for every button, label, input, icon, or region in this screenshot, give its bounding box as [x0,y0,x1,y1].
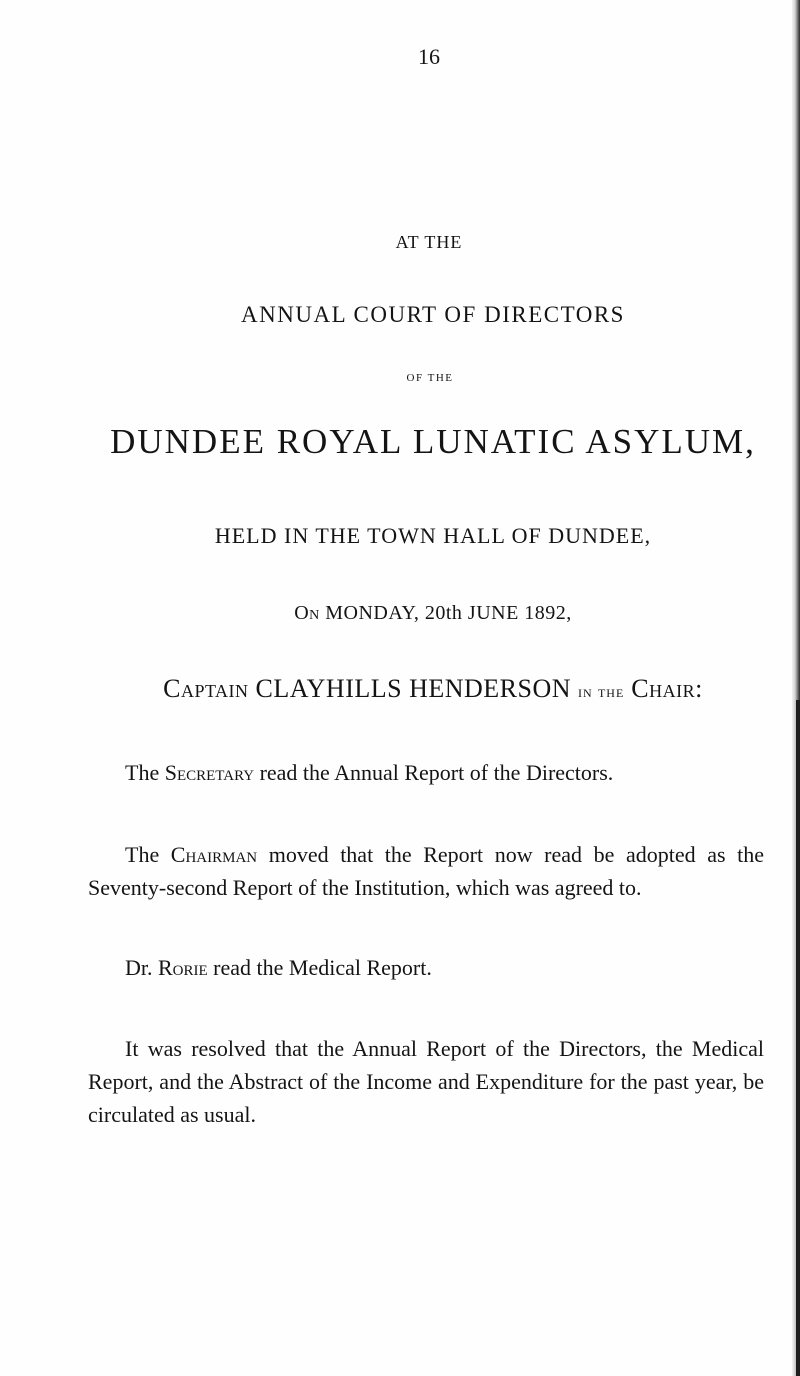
paragraph-start: The [125,760,165,785]
paragraph-start: The [125,842,171,867]
page-edge-binding [796,700,800,1376]
heading-at-the: AT THE [395,232,463,252]
name-rorie: Rorie [158,955,208,980]
page-number: 16 [418,44,440,69]
chair-in-the: in the [578,682,625,701]
chair-name: CLAYHILLS HENDERSON [248,674,579,703]
heading-institution-name: DUNDEE ROYAL LUNATIC ASYLUM, [110,422,756,461]
meeting-date-on: On [294,602,320,624]
chair-title: Captain [163,674,249,703]
heading-annual-court: ANNUAL COURT OF DIRECTORS [241,302,625,327]
chair-word: Chair: [624,674,703,703]
meeting-date-value: MONDAY, 20th JUNE 1892, [319,602,572,624]
heading-of-the: OF THE [406,372,454,384]
paragraph-chairman [88,838,764,904]
paragraph-secretary [88,756,764,789]
paragraph-text: read the Medical Report. [207,955,432,980]
paragraph-medical-report [88,951,764,984]
paragraph-text: read the Annual Report of the Directors. [254,760,614,785]
paragraph-text: It was resolved that the Annual Report of the Directors, the Medical Report, and the Abstract of the Income and Expenditure for the past year, be circulated as usual. [88,1036,764,1127]
meeting-date [0,602,800,625]
role-chairman: Chairman [170,842,258,867]
heading-held-in: HELD IN THE TOWN HALL OF DUNDEE, [214,523,652,548]
paragraph-text: moved that the Report now read be adopted as the Seventy-second Report of the Institution, which was agreed to. [88,842,764,900]
paragraph-resolution [88,1032,764,1131]
chair-line [0,674,800,704]
role-secretary: Secretary [164,760,255,785]
paragraph-start: Dr. [125,955,158,980]
